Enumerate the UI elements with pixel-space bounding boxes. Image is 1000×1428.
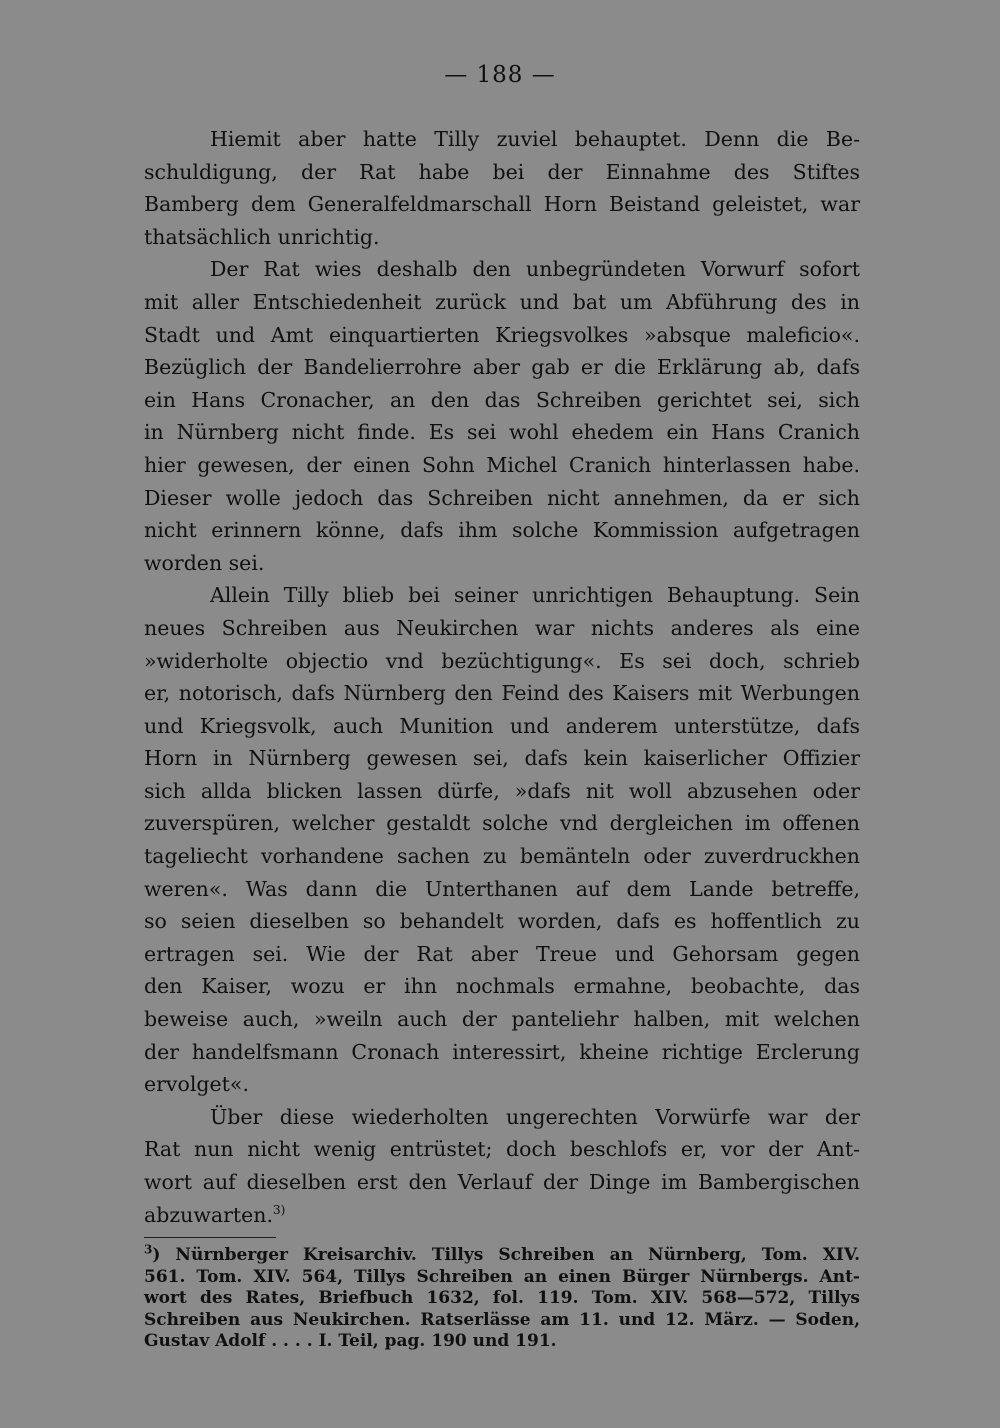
- text-line: hier gewesen, der einen Sohn Michel Cranich hinterlassen habe.: [144, 452, 860, 477]
- text-line: den Kaiser, wozu er ihn nochmals ermahne, beobachte, das: [144, 974, 860, 999]
- footnote-marker: 3: [144, 1242, 153, 1257]
- text-line: worden sei.: [144, 550, 265, 575]
- text-line: ervolget«.: [144, 1072, 249, 1097]
- text-line: und Kriegsvolk, auch Munition und anderem unterstütze, dafs: [144, 713, 860, 738]
- text-line: Dieser wolle jedoch das Schreiben nicht annehmen, da er sich: [144, 485, 860, 510]
- text-line: schuldigung, der Rat habe bei der Einnahme des Stiftes: [144, 159, 860, 184]
- text-line: Rat nun nicht wenig entrüstet; doch beschlofs er, vor der Ant-: [144, 1137, 860, 1162]
- text-line: Bezüglich der Bandelierrohre aber gab er die Erklärung ab, dafs: [144, 355, 860, 380]
- text-line: nicht erinnern könne, dafs ihm solche Kommission aufgetragen: [144, 518, 860, 543]
- footnote-line: Schreiben aus Neukirchen. Ratserlässe am 11. und 12. März. — Soden,: [144, 1309, 860, 1330]
- text-line: in Nürnberg nicht finde. Es sei wohl ehedem ein Hans Cranich: [144, 420, 860, 445]
- text-line: zuverspüren, welcher gestaldt solche vnd dergleichen im offenen: [144, 811, 860, 836]
- text-line: thatsächlich unrichtig.: [144, 224, 380, 249]
- footnote-line-content: ) Nürnberger Kreisarchiv. Tillys Schreiben an Nürnberg, Tom. XIV.: [152, 1245, 860, 1265]
- footnote: [144, 1242, 860, 1353]
- text-line: der handelfsmann Cronach interessirt, kheine richtige Erclerung: [144, 1039, 860, 1064]
- text-line: so seien dieselben so behandelt worden, dafs es hoffentlich zu: [144, 909, 860, 934]
- body-text: [144, 123, 860, 1231]
- paragraph-3: [144, 579, 860, 1101]
- text-line: sich allda blicken lassen dürfe, »dafs nit woll abzusehen oder: [144, 778, 860, 803]
- footnote-line: 561. Tom. XIV. 564, Tillys Schreiben an einen Bürger Nürnbergs. Ant-: [144, 1266, 860, 1287]
- text-line: Stadt und Amt einquartierten Kriegsvolkes »absque maleficio«.: [144, 322, 860, 347]
- footnote-line: Gustav Adolf . . . . I. Teil, pag. 190 und 191.: [144, 1331, 557, 1351]
- text-line: ertragen sei. Wie der Rat aber Treue und Gehorsam gegen: [144, 941, 860, 966]
- paragraph-4: [144, 1101, 860, 1231]
- paragraph-2: [144, 253, 860, 579]
- page-number: — 188 —: [444, 62, 556, 88]
- paragraph-1: [144, 123, 860, 253]
- text-line: Allein Tilly blieb bei seiner unrichtigen Behauptung. Sein: [210, 583, 860, 608]
- text-line: Hiemit aber hatte Tilly zuviel behauptet. Denn die Be-: [210, 127, 860, 151]
- text-line: neues Schreiben aus Neukirchen war nichts anderes als eine: [144, 615, 860, 640]
- footnote-divider: [144, 1237, 276, 1238]
- text-line: mit aller Entschiedenheit zurück und bat um Abführung des in: [144, 289, 860, 314]
- text-line: Bamberg dem Generalfeldmarschall Horn Beistand geleistet, war: [144, 192, 860, 217]
- text-line: Horn in Nürnberg gewesen sei, dafs kein kaiserlicher Offizier: [144, 746, 860, 771]
- text-line: [144, 1199, 860, 1232]
- text-line: Über diese wiederholten ungerechten Vorwürfe war der: [210, 1104, 860, 1129]
- text-line: weren«. Was dann die Unterthanen auf dem Lande betreffe,: [144, 876, 860, 901]
- text-line: wort auf dieselben erst den Verlauf der Dinge im Bambergischen: [144, 1170, 860, 1194]
- text-line-content: abzuwarten.: [144, 1202, 274, 1227]
- text-line: er, notorisch, dafs Nürnberg den Feind des Kaisers mit Werbungen: [144, 681, 860, 706]
- text-line: beweise auch, »weiln auch der panteliehr halben, mit welchen: [144, 1007, 860, 1032]
- text-line: »widerholte objectio vnd bezüchtigung«. Es sei doch, schrieb: [144, 648, 860, 673]
- footnote-reference: 3): [273, 1202, 286, 1217]
- text-line: ein Hans Cronacher, an den das Schreiben gerichtet sei, sich: [144, 387, 860, 412]
- text-line: Der Rat wies deshalb den unbegründeten Vorwurf sofort: [210, 257, 860, 282]
- text-line: tageliecht vorhandene sachen zu bemänteln oder zuverdruckhen: [144, 844, 860, 869]
- footnote-line: wort des Rates, Briefbuch 1632, fol. 119. Tom. XIV. 568—572, Tillys: [144, 1288, 860, 1308]
- footnote-line: [144, 1242, 860, 1267]
